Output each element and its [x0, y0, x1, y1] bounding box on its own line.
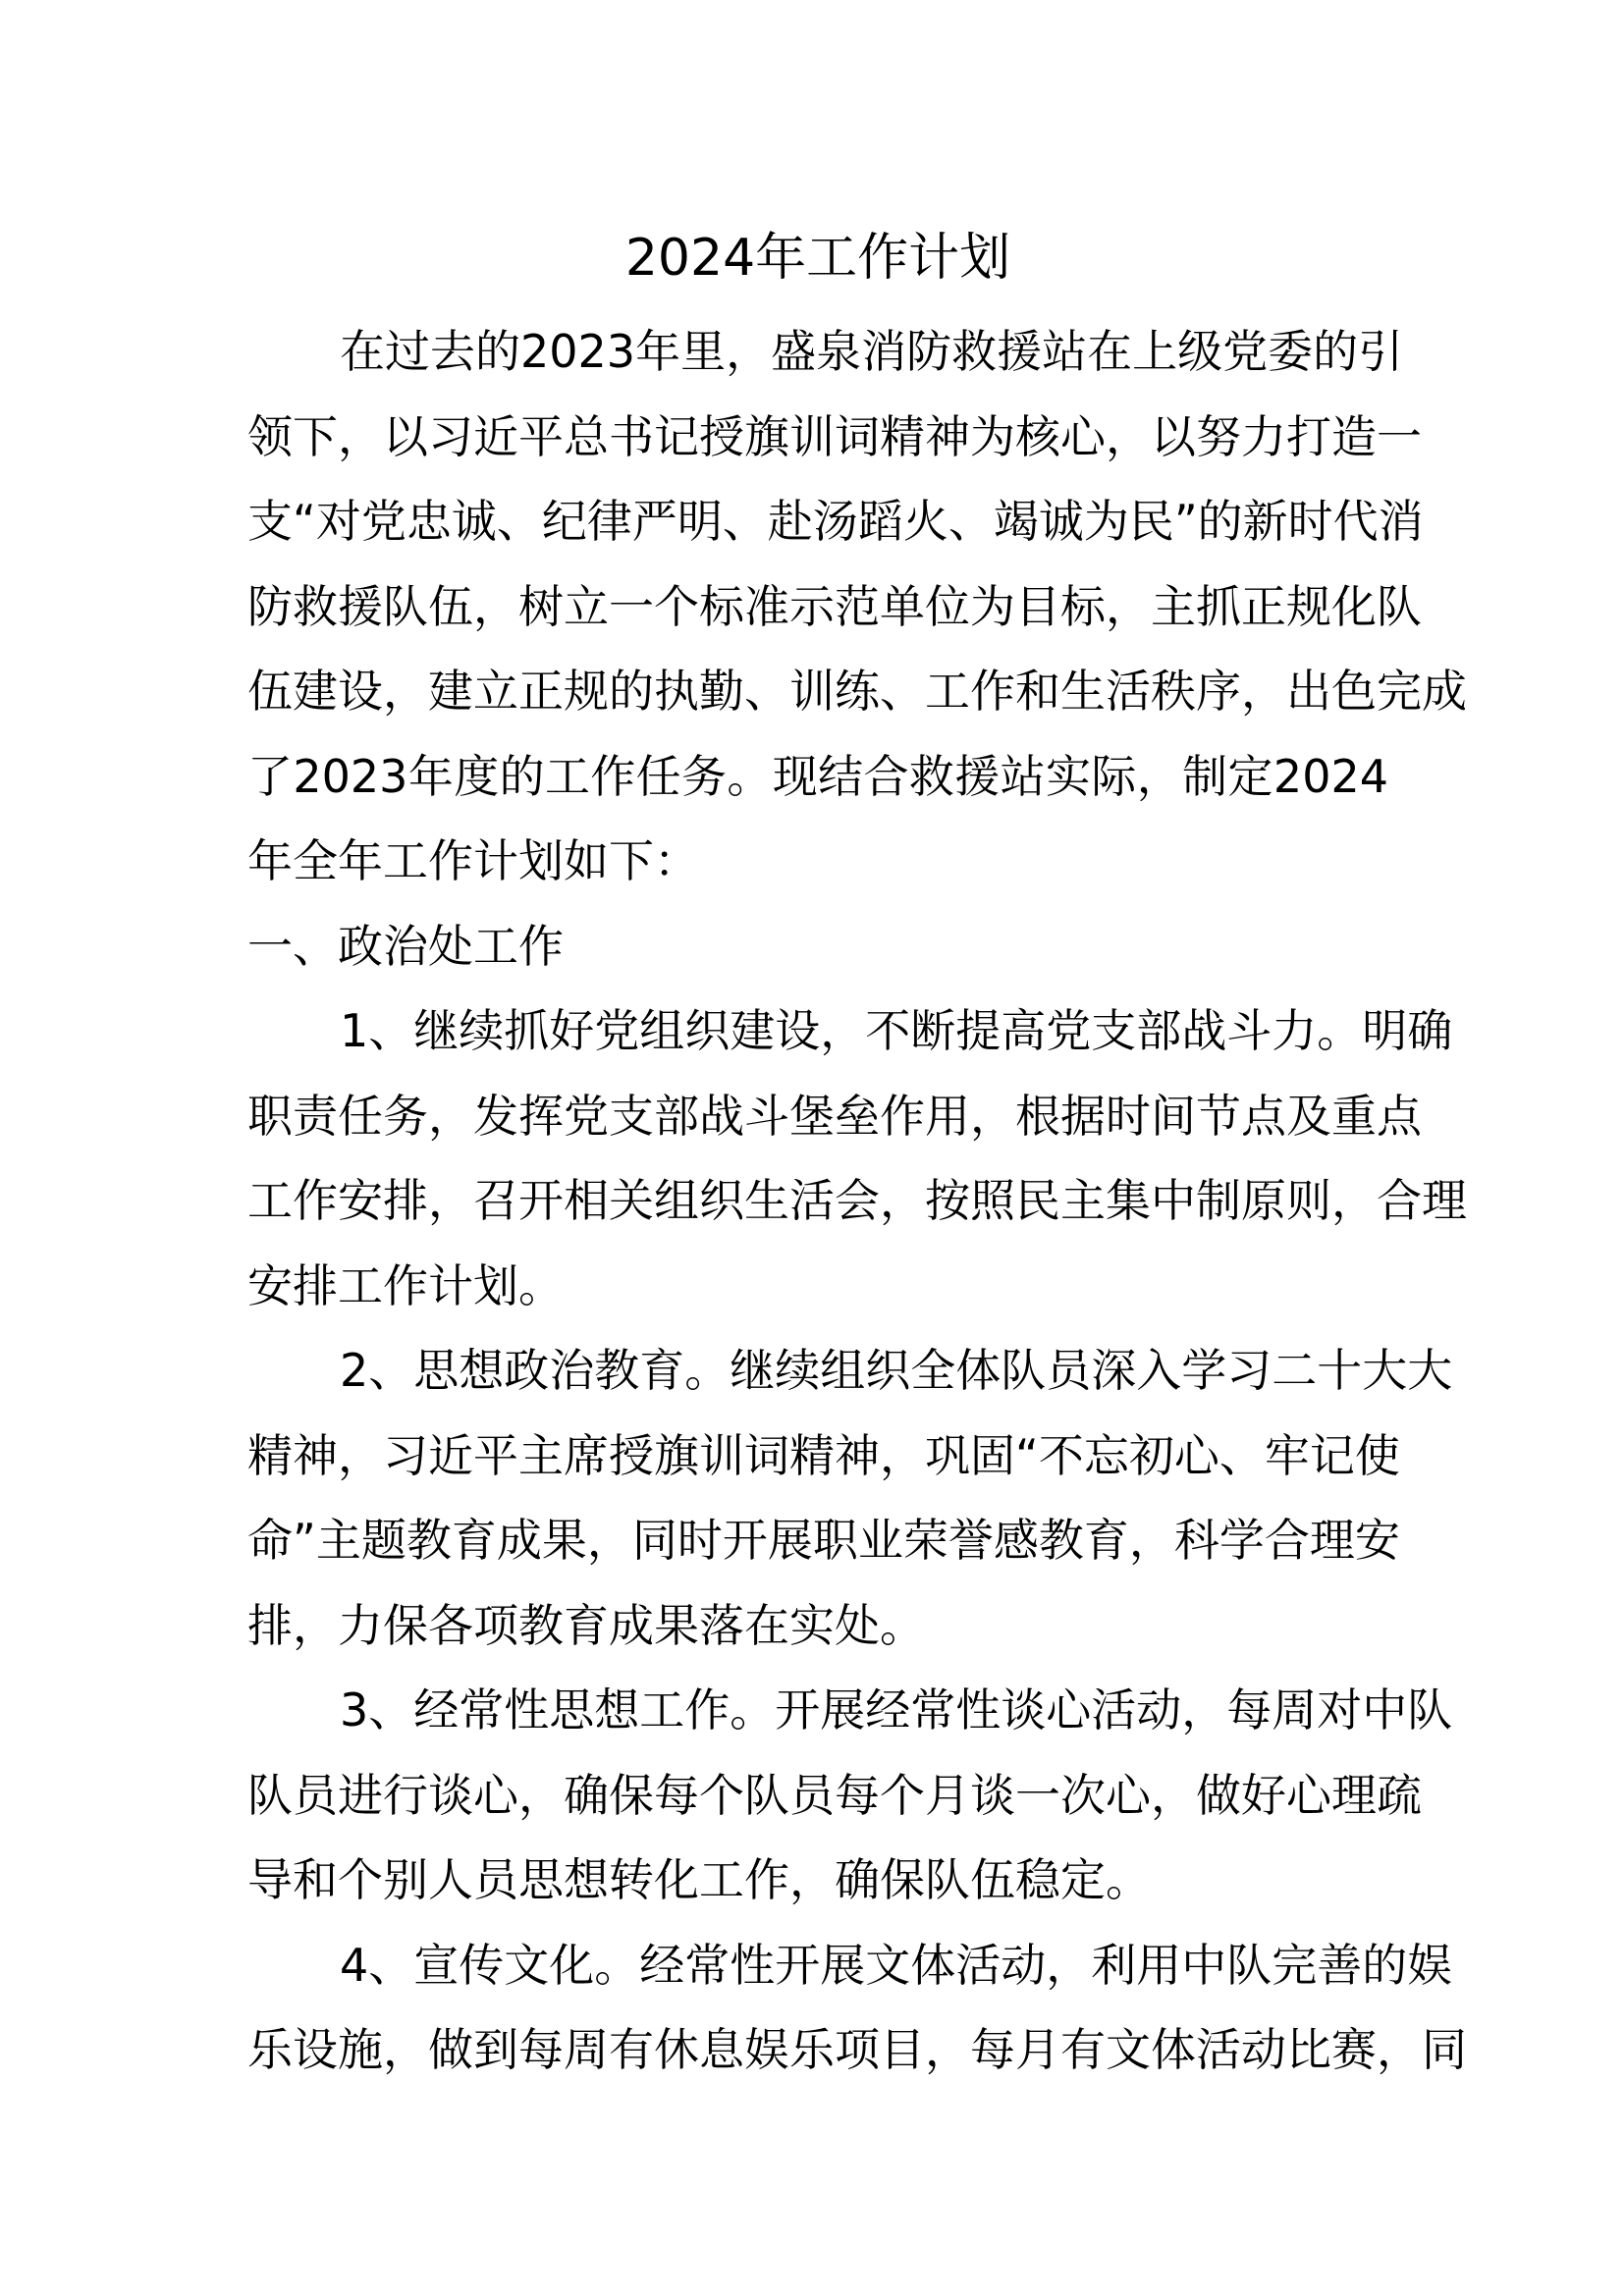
text-line: 乐设施，做到每周有休息娱乐项目，每月有文体活动比赛，同	[247, 2023, 1467, 2076]
text-line: 3、经常性思想工作。开展经常性谈心活动，每周对中队	[340, 1683, 1453, 1736]
text-line: 在过去的2023年里，盛泉消防救援站在上级党委的引	[340, 325, 1404, 378]
text-line: 安排工作计划。	[247, 1258, 564, 1312]
text-line: 导和个别人员思想转化工作，确保队伍稳定。	[247, 1853, 1151, 1906]
paragraph	[247, 904, 1388, 989]
text-line: 命”主题教育成果，同时开展职业荣誉感教育，科学合理安	[247, 1514, 1400, 1567]
text-line: 工作安排，召开相关组织生活会，按照民主集中制原则，合理	[247, 1174, 1467, 1227]
text-line: 领下，以习近平总书记授旗训词精神为核心，以努力打造一	[247, 409, 1422, 463]
text-line: 防救援队伍，树立一个标准示范单位为目标，主抓正规化队	[247, 579, 1422, 633]
text-line: 职责任务，发挥党支部战斗堡垒作用，根据时间节点及重点	[247, 1089, 1422, 1143]
text-line: 队员进行谈心，确保每个队员每个月谈一次心，做好心理疏	[247, 1768, 1422, 1822]
document-page	[247, 216, 1467, 2093]
document-title: 2024年工作计划	[624, 229, 1011, 288]
text-line: 精神，习近平主席授旗训词精神，巩固“不忘初心、牢记使	[247, 1428, 1400, 1482]
text-line: 2、思想政治教育。继续组织全体队员深入学习二十大大	[340, 1344, 1453, 1397]
text-line: 4、宣传文化。经常性开展文体活动，利用中队完善的娱	[340, 1938, 1453, 1992]
paragraph	[247, 309, 1467, 904]
text-line: 支“对党忠诚、纪律严明、赴汤蹈火、竭诚为民”的新时代消	[247, 495, 1424, 548]
paragraph	[247, 1328, 1453, 1668]
paragraph	[247, 1668, 1453, 1923]
text-line: 1、继续抓好党组织建设，不断提高党支部战斗力。明确	[340, 1004, 1453, 1057]
text-line: 了2023年度的工作任务。现结合救援站实际，制定2024	[247, 749, 1388, 803]
document-body	[247, 309, 1467, 2093]
paragraph	[247, 1923, 1467, 2093]
paragraph	[247, 988, 1467, 1328]
text-line: 一、政治处工作	[247, 919, 564, 973]
text-line: 伍建设，建立正规的执勤、训练、工作和生活秩序，出色完成	[247, 665, 1467, 718]
text-line: 年全年工作计划如下：	[247, 834, 699, 887]
text-line: 排，力保各项教育成果落在实处。	[247, 1598, 925, 1652]
